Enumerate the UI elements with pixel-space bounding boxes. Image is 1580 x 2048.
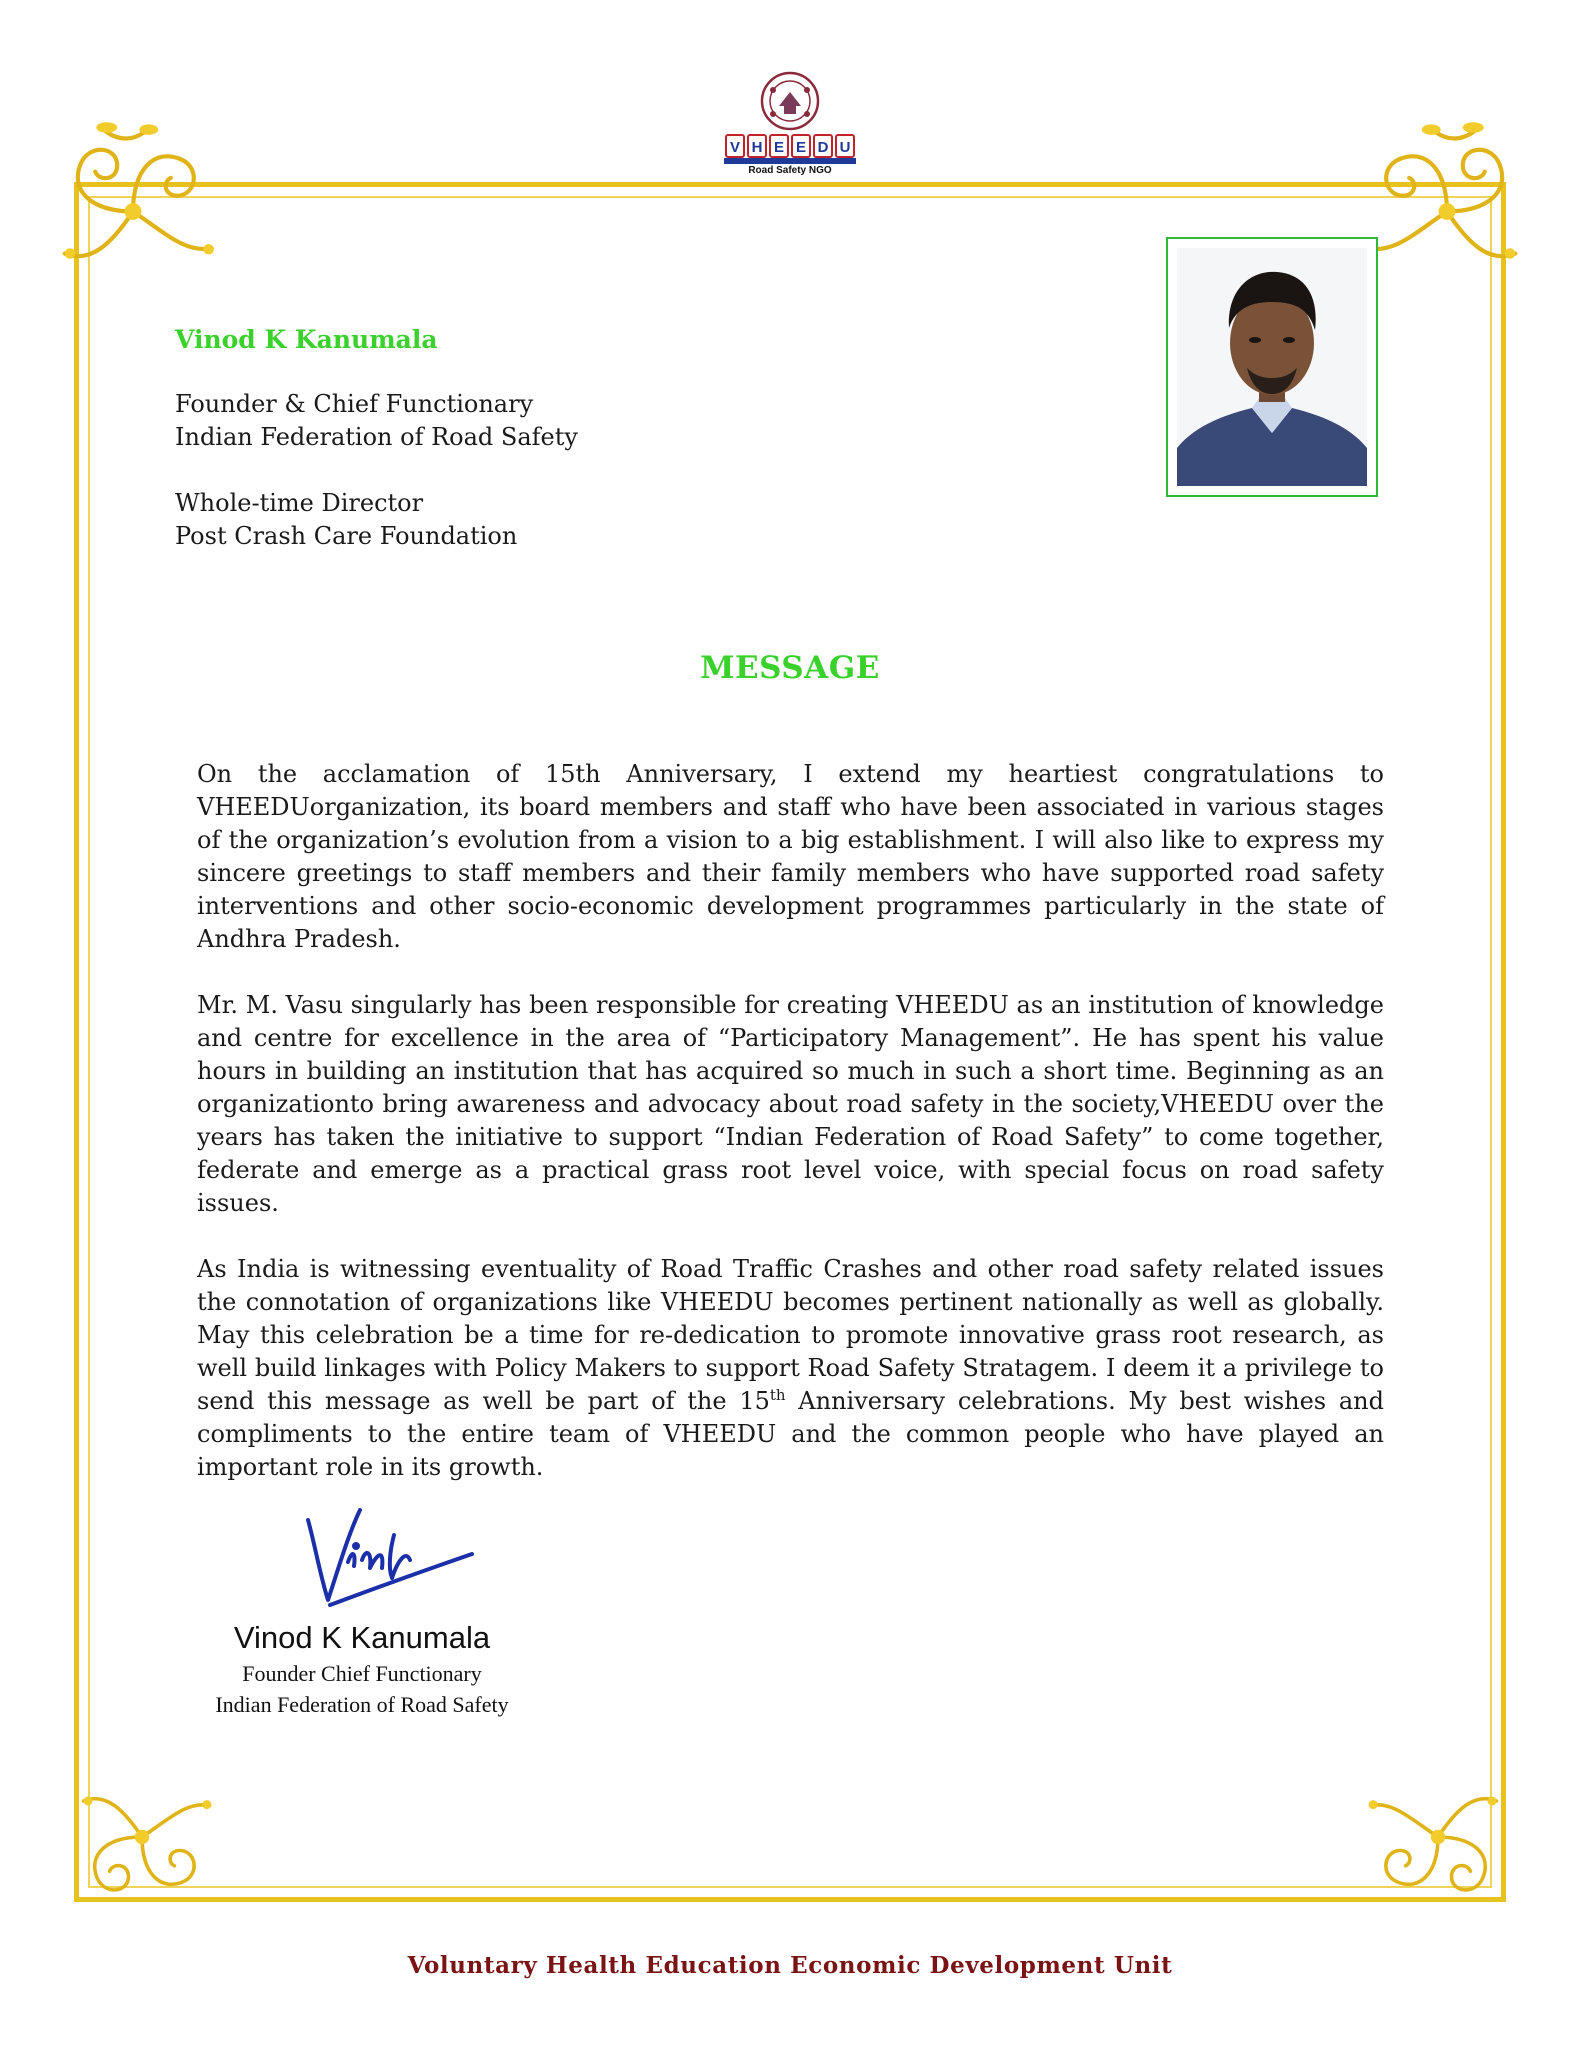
vheedu-logo — [716, 70, 864, 182]
message-title: MESSAGE — [700, 650, 880, 686]
portrait-photo — [1166, 237, 1378, 497]
corner-flourish-icon — [1348, 1756, 1528, 1936]
logo-letter: E — [791, 134, 811, 158]
handwritten-signature-icon — [290, 1490, 490, 1620]
sender-header — [175, 322, 875, 553]
signoff-title: Founder Chief Functionary — [242, 1661, 482, 1686]
corner-flourish-icon — [52, 1756, 232, 1936]
message-paragraph-1: On the acclamation of 15th Anniversary, I extend my heartiest congratulations to VHEEDUorganization, its board members and staff who have been associated in various stages of the organization’s evolution from a vision to a big establishment. I will also like to express my sincere greetings to staff members and their family members who have supported road safety interventions and other socio-economic development programmes particularly in the state of Andhra Pradesh. — [197, 760, 1384, 953]
sender-name: Vinod K Kanumala — [175, 325, 438, 354]
signoff-org: Indian Federation of Road Safety — [215, 1692, 509, 1717]
signoff-block — [162, 1618, 562, 1720]
logo-letter: V — [725, 134, 745, 158]
paragraph-3-text-a: As India is witnessing eventuality of Road Traffic Crashes and other road safety related issues the connotation of organizations like VHEEDU becomes pertinent nationally as well as globally. May this celebration be a time for re-dedication to promote innovative grass root research, as well build linkages with Policy Makers to support Road Safety Stratagem. I deem it a privilege to send this message as well be part of the 15 — [197, 1255, 1384, 1415]
message-paragraph-2: Mr. M. Vasu singularly has been responsible for creating VHEEDU as an institution of knowledge and centre for excellence in the area of “Participatory Management”. He has spent his value hours in building an institution that has acquired so much in such a short time. Beginning as an organizationto bring awareness and advocacy about road safety in the society,VHEEDU over the years has taken the initiative to support “Indian Federation of Road Safety” to come together, federate and emerge as a practical grass root level voice, with special focus on road safety issues. — [197, 991, 1384, 1217]
role1-org: Indian Federation of Road Safety — [175, 423, 578, 451]
logo-letter: D — [813, 134, 833, 158]
logo-letter: H — [747, 134, 767, 158]
message-body — [197, 758, 1384, 1517]
role1-title: Founder & Chief Functionary — [175, 390, 534, 418]
logo-wordmark — [716, 134, 864, 158]
role2-org: Post Crash Care Foundation — [175, 522, 518, 550]
message-paragraph-3 — [197, 1253, 1384, 1484]
person-portrait-icon — [1177, 248, 1367, 486]
ordinal-superscript: th — [769, 1386, 786, 1404]
emblem-icon — [759, 70, 821, 132]
corner-flourish-icon — [28, 96, 238, 306]
logo-letter: E — [769, 134, 789, 158]
logo-tagline: Road Safety NGO — [748, 165, 832, 176]
signoff-name: Vinod K Kanumala — [233, 1620, 491, 1655]
footer-organization: Voluntary Health Education Economic Development Unit — [407, 1952, 1173, 1979]
paragraph-3-text-b: Anniversary celebrations. My best wishes and compliments to the entire team of VHEEDU and the common people who have played an important role in its growth. — [197, 1387, 1384, 1481]
logo-letter: U — [835, 134, 855, 158]
logo-bar — [724, 158, 856, 164]
role2-title: Whole-time Director — [175, 489, 424, 517]
